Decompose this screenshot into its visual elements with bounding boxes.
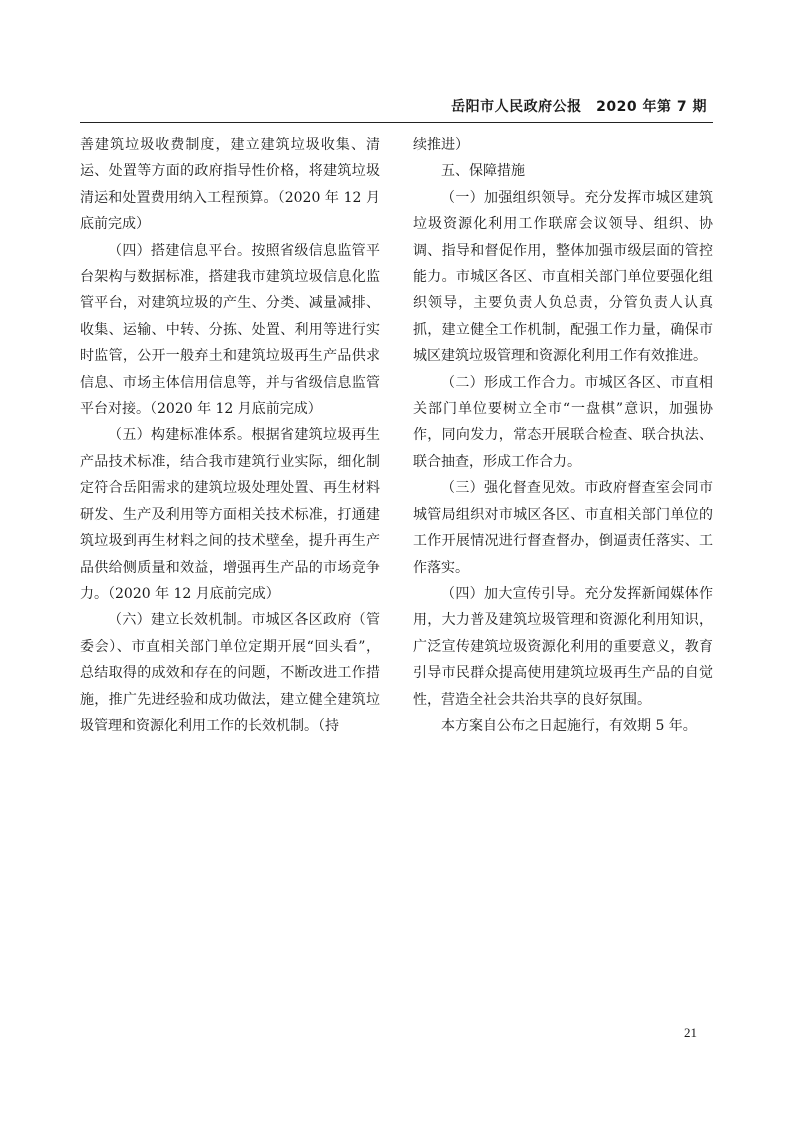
paragraph-standard-system: （五）构建标准体系。根据省建筑垃圾再生产品技术标准，结合我市建筑行业实际，细化制定符合岳阳需求的建筑垃圾处理处置、再生材料研发、生产及利用等方面相关技术标准，打通建筑垃圾到再生材料之间的技术壁垒，提升再生产品供给侧质量和效益，增强再生产品的市场竞争力。（2020 年 12 月底前完成） <box>80 427 380 602</box>
paragraph-joint-effort: （二）形成工作合力。市城区各区、市直相关部门单位要树立全市“一盘棋”意识，加强协作，同向发力，常态开展联合检查、联合执法、联合抽查，形成工作合力。 <box>413 374 713 470</box>
paragraph-continued-end: 续推进） <box>413 137 469 153</box>
paragraph-info-platform: （四）搭建信息平台。按照省级信息监管平台架构与数据标准，搭建我市建筑垃圾信息化监管平台，对建筑垃圾的产生、分类、减量减排、收集、运输、中转、分拣、处置、利用等进行实时监管，公开一般弃土和建筑垃圾再生产品供求信息、市场主体信用信息等，并与省级信息监管平台对接。（2020 年 12 月底前完成） <box>80 242 380 418</box>
paragraph-continued: 善建筑垃圾收费制度，建立建筑垃圾收集、清运、处置等方面的政府指导性价格，将建筑垃圾清运和处置费用纳入工程预算。（2020 年 12 月底前完成） <box>80 137 380 233</box>
paragraph-publicity: （四）加大宣传引导。充分发挥新闻媒体作用，大力普及建筑垃圾管理和资源化利用知识，广泛宣传建筑垃圾资源化利用的重要意义，教育引导市民群众提高使用建筑垃圾再生产品的自觉性，营造全社会共治共享的良好氛围。 <box>413 585 713 708</box>
right-column <box>413 132 713 739</box>
page-header <box>80 92 713 123</box>
paragraph-long-term-mechanism: （六）建立长效机制。市城区各区政府（管委会）、市直相关部门单位定期开展“回头看”，总结取得的成效和存在的问题，不断改进工作措施，推广先进经验和成功做法，建立健全建筑垃圾管理和资源化利用工作的长效机制。（持 <box>80 612 380 734</box>
paragraph-organization-leadership: （一）加强组织领导。充分发挥市城区建筑垃圾资源化利用工作联席会议领导、组织、协调、指导和督促作用，整体加强市级层面的管控能力。市城区各区、市直相关部门单位要强化组织领导，主要负责人负总责，分管负责人认真抓，建立健全工作机制，配强工作力量，确保市城区建筑垃圾管理和资源化利用工作有效推进。 <box>413 189 713 365</box>
paragraph-effective-period: 本方案自公布之日起施行，有效期 5 年。 <box>441 717 697 734</box>
page-number: 21 <box>684 1025 697 1040</box>
journal-title: 岳阳市人民政府公报 2020 年第 7 期 <box>451 99 707 115</box>
section-heading-safeguards: 五、保障措施 <box>441 163 525 180</box>
left-column <box>80 132 380 739</box>
paragraph-supervision: （三）强化督查见效。市政府督查室会同市城管局组织对市城区各区、市直相关部门单位的工作开展情况进行督查督办，倒逼责任落实、工作落实。 <box>413 480 713 576</box>
